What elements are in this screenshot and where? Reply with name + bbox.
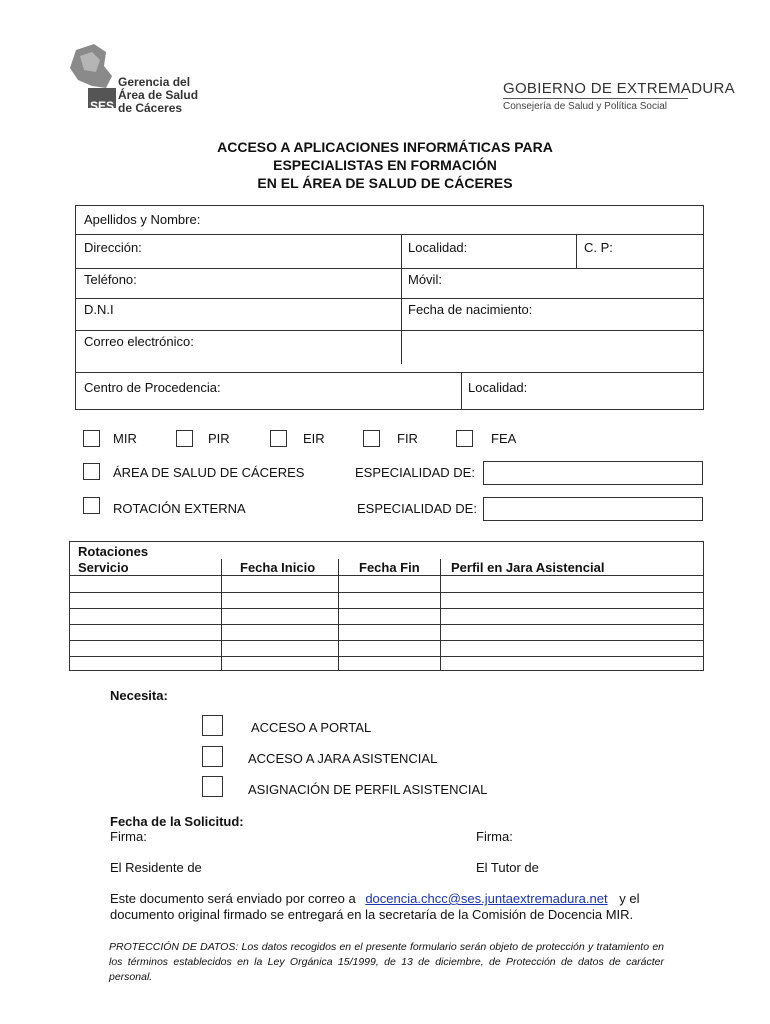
tutor-label: El Tutor de [476, 860, 539, 875]
table-row [70, 640, 703, 641]
acceso-portal-checkbox[interactable] [202, 715, 223, 736]
fir-label: FIR [397, 431, 418, 446]
divider [576, 234, 577, 268]
especialidad-label-1: ESPECIALIDAD DE: [355, 465, 475, 480]
acceso-portal-label: ACCESO A PORTAL [251, 720, 372, 735]
pir-checkbox[interactable] [176, 430, 193, 447]
dni-label: D.N.I [84, 302, 114, 317]
col-fecha-inicio: Fecha Inicio [240, 560, 316, 575]
nombre-label: Apellidos y Nombre: [84, 212, 201, 227]
rotacion-externa-checkbox[interactable] [83, 497, 100, 514]
privacy-notice: PROTECCIÓN DE DATOS: Los datos recogidos en el presente formulario serán objeto de protección y tratamiento en los términos establecidos en la Ley Orgánica 15/1999, de 13 de diciembre, de Protección de datos de carácter personal. [109, 941, 664, 983]
table-row [70, 624, 703, 625]
divider [461, 372, 462, 410]
asignacion-perfil-checkbox[interactable] [202, 776, 223, 797]
mir-checkbox[interactable] [83, 430, 100, 447]
divider [76, 234, 703, 235]
area-salud-checkbox[interactable] [83, 463, 100, 480]
envio-part2: y el [619, 891, 640, 906]
localidad2-label: Localidad: [468, 380, 528, 395]
fir-checkbox[interactable] [363, 430, 380, 447]
gov-divider [503, 98, 688, 99]
direccion-label: Dirección: [84, 240, 142, 255]
divider [76, 298, 703, 299]
fecha-nacimiento-label: Fecha de nacimiento: [408, 302, 533, 317]
envio-part1: Este documento será enviado por correo a [110, 891, 356, 906]
localidad-label: Localidad: [408, 240, 468, 255]
acceso-jara-label: ACCESO A JARA ASISTENCIAL [248, 751, 438, 766]
mir-label: MIR [113, 431, 137, 446]
title-line-2: ESPECIALISTAS EN FORMACIÓN [273, 157, 497, 173]
table-row [70, 656, 703, 657]
rotaciones-title: Rotaciones [78, 544, 149, 559]
ses-badge: SES [89, 99, 114, 113]
cp-label: C. P: [584, 240, 613, 255]
fea-label: FEA [491, 431, 517, 446]
divider [76, 330, 703, 331]
fea-checkbox[interactable] [456, 430, 473, 447]
telefono-label: Teléfono: [84, 272, 137, 287]
ses-line-2: Área de Salud [118, 88, 199, 102]
email-link[interactable]: docencia.chcc@ses.juntaextremadura.net [365, 891, 608, 906]
especialidad-input-2[interactable] [483, 497, 703, 521]
envio-line2: documento original firmado se entregará en la secretaría de la Comisión de Docencia MIR. [110, 907, 634, 922]
gov-subtitle: Consejería de Salud y Política Social [503, 101, 667, 112]
col-perfil: Perfil en Jara Asistencial [451, 560, 605, 575]
rotaciones-table [69, 541, 704, 671]
asignacion-perfil-label: ASIGNACIÓN DE PERFIL ASISTENCIAL [248, 782, 488, 797]
personal-data-form [75, 205, 704, 410]
title-line-3: EN EL ÁREA DE SALUD DE CÁCERES [257, 175, 513, 191]
eir-label: EIR [303, 431, 325, 446]
col-fecha-fin: Fecha Fin [359, 560, 420, 575]
acceso-jara-checkbox[interactable] [202, 746, 223, 767]
necesita-title: Necesita: [110, 688, 168, 703]
movil-label: Móvil: [408, 272, 442, 287]
divider [401, 234, 402, 268]
title-line-1: ACCESO A APLICACIONES INFORMÁTICAS PARA [217, 139, 553, 155]
divider [76, 268, 703, 269]
centro-label: Centro de Procedencia: [84, 380, 221, 395]
area-salud-label: ÁREA DE SALUD DE CÁCERES [113, 465, 305, 480]
firma-right-label: Firma: [476, 829, 513, 844]
especialidad-input-1[interactable] [483, 461, 703, 485]
especialidad-label-2: ESPECIALIDAD DE: [357, 501, 477, 516]
ses-organization-name [118, 76, 198, 115]
document-title [0, 138, 770, 192]
correo-label: Correo electrónico: [84, 334, 194, 349]
residente-label: El Residente de [110, 860, 202, 875]
envio-text [110, 891, 710, 906]
ses-line-3: de Cáceres [118, 101, 183, 115]
rotacion-externa-label: ROTACIÓN EXTERNA [113, 501, 246, 516]
table-row [70, 575, 703, 576]
fecha-solicitud-label: Fecha de la Solicitud: [110, 814, 244, 829]
divider [401, 268, 402, 364]
firma-left-label: Firma: [110, 829, 147, 844]
col-servicio: Servicio [78, 560, 129, 575]
table-row [70, 608, 703, 609]
pir-label: PIR [208, 431, 230, 446]
eir-checkbox[interactable] [270, 430, 287, 447]
ses-line-1: Gerencia del [118, 75, 191, 89]
table-row [70, 592, 703, 593]
gov-title: GOBIERNO DE EXTREMADURA [503, 80, 735, 97]
divider [76, 372, 703, 373]
